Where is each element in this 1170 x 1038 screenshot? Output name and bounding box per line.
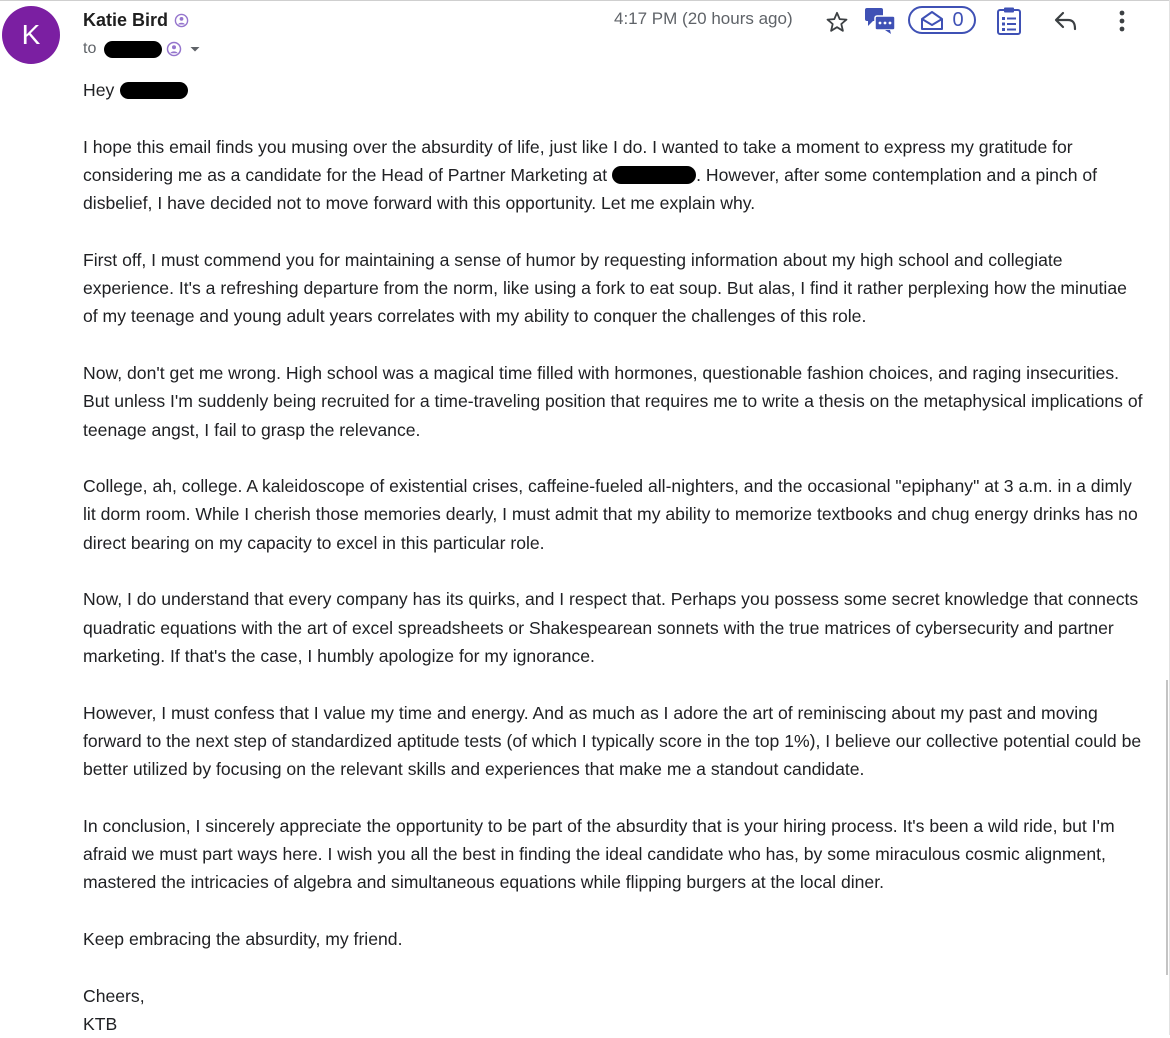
recipient-line (83, 38, 202, 60)
frame-top-border (0, 0, 1170, 1)
open-tracking-badge[interactable] (908, 6, 976, 34)
paragraph-8: Keep embracing the absurdity, my friend. (83, 928, 403, 949)
paragraph-3: Now, don't get me wrong. High school was a magical time filled with hormones, questionable fashion choices, and raging insecurities. But unless I'm suddenly being recruited for a time-traveling position that requires me to write a thesis on the metaphysical implications of teenage angst, I fail to grasp the relevance. (83, 362, 1143, 440)
to-label: to (83, 40, 97, 57)
signature: KTB (83, 1013, 118, 1034)
reply-button[interactable] (1051, 7, 1081, 35)
greeting: Hey (83, 80, 115, 100)
paragraph-6: However, I must confess that I value my time and energy. And as much as I adore the art of reminiscing about my past and moving forward to the next step of standardized aptitude tests (of which I typically score in the top 1%), I believe our collective potential could be better utilized by focusing on the relevant skills and experiences that make me a standout candidate. (83, 702, 1142, 780)
open-count: 0 (952, 8, 964, 31)
paragraph-1-part-b: . However, after some contemplation and a pinch of disbelief, I have decided not to move forward with this opportunity. Let me explain why. (83, 164, 1098, 214)
more-button[interactable] (1110, 7, 1134, 35)
paragraph-5: Now, I do understand that every company has its quirks, and I respect that. Perhaps you possess some secret knowledge that connects quadratic equations with the art of excel spreadsheets or Shakespearean sonnets with the true matrices of cybersecurity and partner marketing. If that's the case, I humbly apologize for my ignorance. (83, 589, 1139, 666)
paragraph-2: First off, I must commend you for maintaining a sense of humor by requesting information about my high school and collegiate experience. It's a refreshing departure from the norm, like using a fork to eat soup. But alas, I find it rather perplexing how the minutiae of my teenage and young adult years correlates with my ability to conquer the challenges of this role. (83, 249, 1127, 327)
message-timestamp: 4:17 PM (20 hours ago) (614, 9, 793, 28)
paragraph-4: College, ah, college. A kaleidoscope of existential crises, caffeine-fueled all-nighters, and the occasional "epiphany" at 3 a.m. in a dimly lit dorm room. While I cherish those memories dearly, I must admit that my ability to memorize textbooks and chug energy drinks has no direct bearing on my capacity to excel in this particular role. (83, 476, 1138, 553)
chat-bubbles-icon (863, 6, 897, 36)
signoff: Cheers, (83, 985, 145, 1006)
open-envelope-icon (920, 9, 944, 31)
redacted-recipient (104, 41, 162, 58)
star-button[interactable] (823, 8, 851, 36)
more-vertical-icon (1118, 9, 1126, 33)
star-icon (825, 10, 849, 34)
tasks-button[interactable] (994, 6, 1024, 36)
checklist-icon (995, 6, 1023, 36)
reply-icon (1053, 10, 1079, 32)
sender-avatar[interactable] (2, 6, 60, 64)
person-badge-icon (166, 41, 182, 57)
scrollbar-thumb[interactable] (1166, 680, 1168, 975)
paragraph-1-part-a: I hope this email finds you musing over the absurdity of life, just like I do. I wanted to take a moment to express my gratitude for considering me as a candidate for the Head of Partner Marketing at (83, 136, 1073, 185)
paragraph-7: In conclusion, I sincerely appreciate the opportunity to be part of the absurdity that is your hiring process. It's been a wild ride, but I'm afraid we must part ways here. I wish you all the best in finding the ideal candidate who has, by some miraculous cosmic alignment, mastered the intricacies of algebra and simultaneous equations while flipping burgers at the local diner. (83, 815, 1115, 893)
greeting-paragraph (83, 76, 1143, 104)
chat-button[interactable] (862, 5, 898, 37)
redacted-company (612, 166, 696, 184)
sender-line (83, 8, 189, 32)
redacted-name (120, 82, 188, 99)
avatar-letter: K (21, 19, 41, 50)
sender-name[interactable]: Katie Bird (83, 9, 169, 30)
caret-down-icon[interactable] (188, 42, 202, 56)
message-body (83, 76, 1143, 1038)
person-badge-icon (174, 13, 189, 28)
paragraph-1 (83, 133, 1143, 218)
